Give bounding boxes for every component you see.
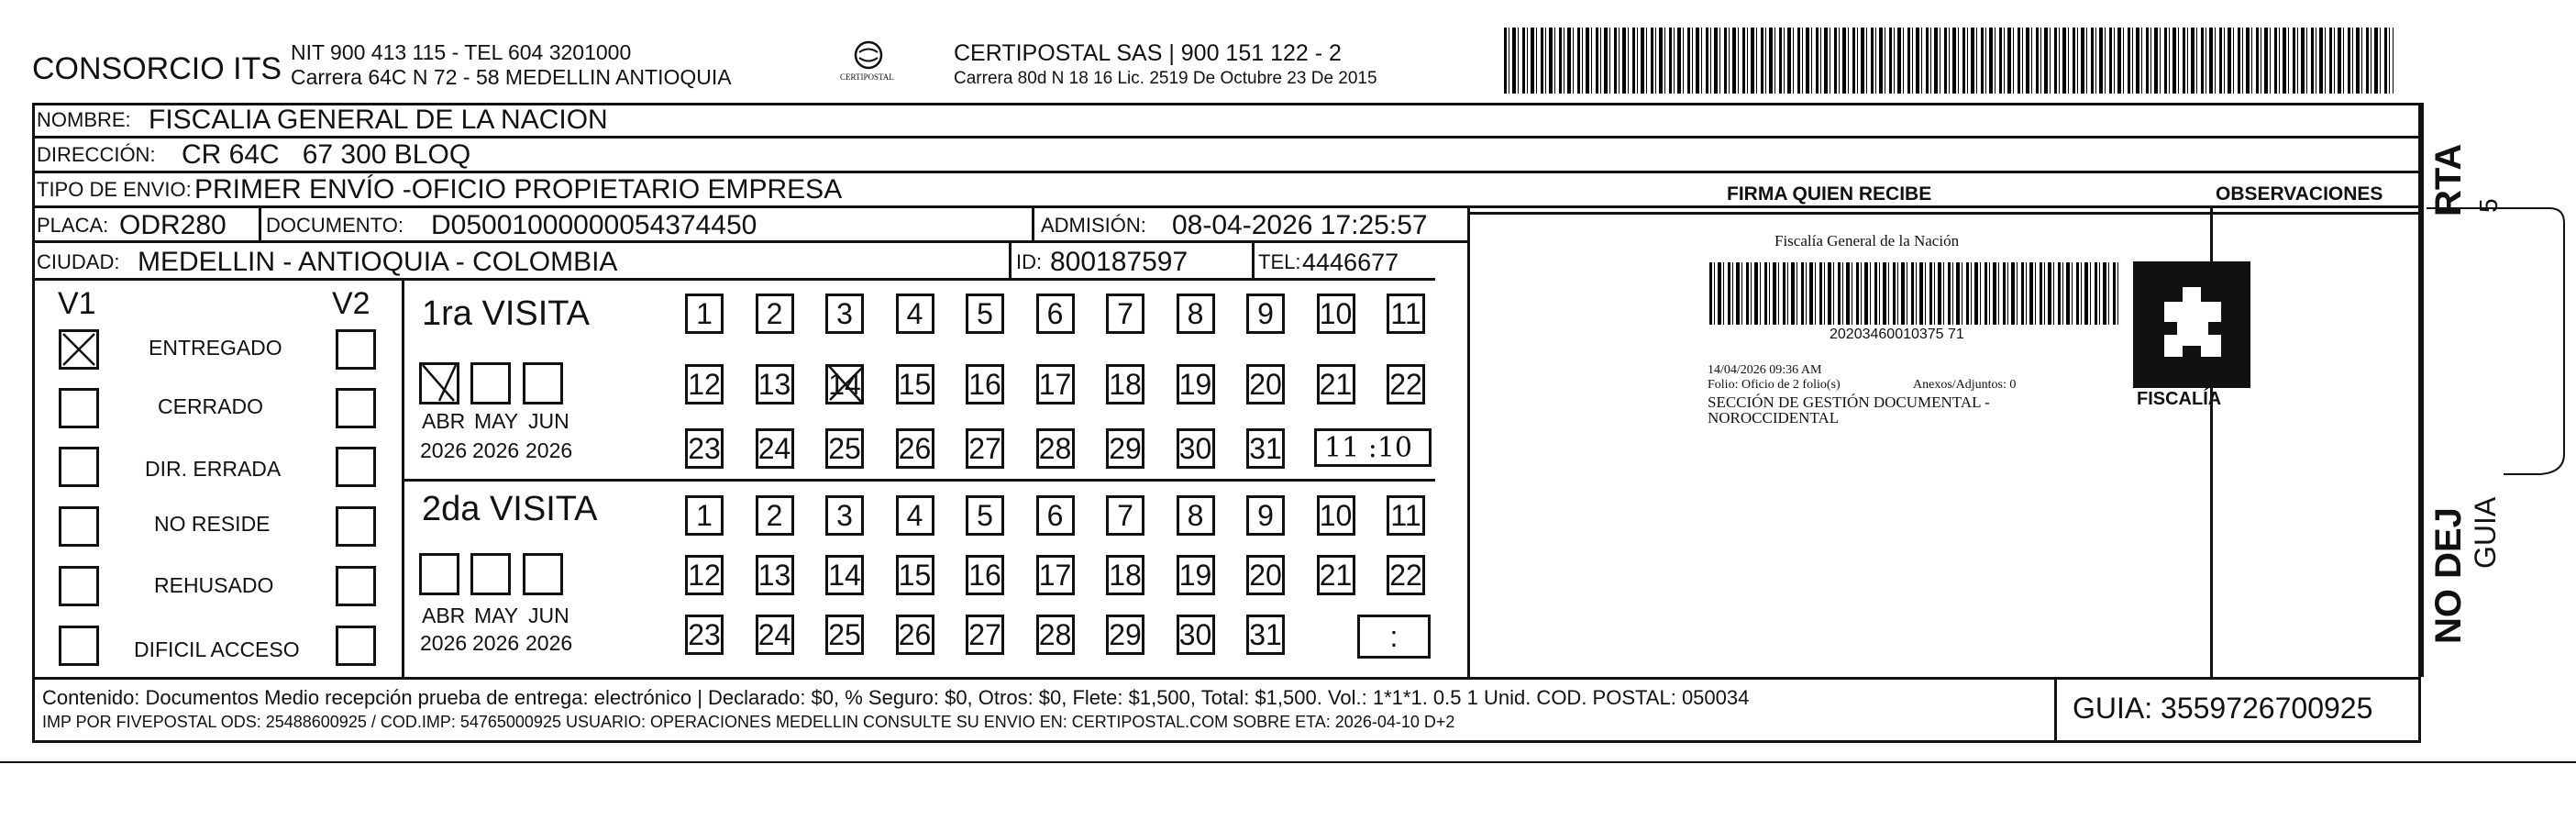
visit2-day-19[interactable]: 19: [1177, 555, 1215, 595]
v2-cerrado-checkbox[interactable]: [336, 388, 376, 428]
id-label: ID:: [1016, 250, 1043, 273]
visit2-year-may: 2026: [472, 631, 520, 655]
visit1-day-24[interactable]: 24: [756, 428, 794, 469]
v1-cerrado-checkbox[interactable]: [59, 388, 99, 428]
visit1-month-may-checkbox[interactable]: [470, 362, 511, 404]
visit1-day-5[interactable]: 5: [966, 294, 1004, 334]
visit2-day-25[interactable]: 25: [825, 615, 864, 655]
visit2-month-jun: JUN: [528, 604, 569, 627]
visit1-day-19[interactable]: 19: [1177, 364, 1215, 404]
visit1-day-21[interactable]: 21: [1317, 364, 1355, 404]
visit1-day-2[interactable]: 2: [756, 294, 794, 334]
visit1-day-30[interactable]: 30: [1177, 428, 1215, 469]
footer-guia: GUIA: 3559726700925: [2073, 692, 2373, 725]
visit2-day-15[interactable]: 15: [896, 555, 934, 595]
footer-imp: IMP POR FIVEPOSTAL ODS: 25488600925 / COD.IMP: 54765000925 USUARIO: OPERACIONES MEDELLIN CONSULTE SU ENVIO EN: CERTIPOSTAL.COM SOBRE ETA: 2026-04-10 D+2: [42, 713, 1455, 731]
visit2-day-17[interactable]: 17: [1036, 555, 1075, 595]
visit1-title: 1ra VISITA: [422, 294, 591, 333]
visit2-day-29[interactable]: 29: [1106, 615, 1144, 655]
stamp-title: Fiscalía General de la Nación: [1774, 232, 1960, 249]
stamp-section: SECCIÓN DE GESTIÓN DOCUMENTAL -: [1708, 393, 1990, 411]
nombre-value: FISCALIA GENERAL DE LA NACION: [149, 105, 608, 135]
address-line: Carrera 64C N 72 - 58 MEDELLIN ANTIOQUIA: [291, 65, 732, 89]
header-barcode: [1504, 28, 2394, 94]
admision-value: 08-04-2026 17:25:57: [1172, 210, 1428, 240]
tipo-envio-label: TIPO DE ENVIO:: [37, 178, 192, 201]
certipostal-logo: [836, 37, 901, 92]
visit2-day-9[interactable]: 9: [1246, 495, 1285, 536]
visit2-day-23[interactable]: 23: [685, 615, 724, 655]
v1-header: V1: [58, 286, 96, 321]
nit-line: NIT 900 413 115 - TEL 604 3201000: [291, 40, 632, 64]
tipo-envio-value: PRIMER ENVÍO -OFICIO PROPIETARIO EMPRESA: [194, 174, 843, 205]
observaciones-header: OBSERVACIONES: [2216, 183, 2383, 205]
visit1-day-8[interactable]: 8: [1177, 294, 1215, 334]
visit2-day-21[interactable]: 21: [1317, 555, 1355, 595]
stamp-anexos: Anexos/Adjuntos: 0: [1913, 378, 2017, 392]
v2-rehusado-checkbox[interactable]: [336, 566, 376, 606]
visit1-year-abr: 2026: [420, 438, 468, 462]
fiscalia-logo: [2133, 261, 2250, 417]
visit1-year-jun: 2026: [525, 438, 573, 462]
visit1-month-jun-checkbox[interactable]: [523, 362, 563, 404]
visit2-day-14[interactable]: 14: [825, 555, 864, 595]
visit2-time-box[interactable]: :: [1357, 615, 1431, 659]
v2-dir-errada-checkbox[interactable]: [336, 447, 376, 487]
visit1-time-box[interactable]: 11 :10: [1314, 428, 1432, 467]
visit2-day-26[interactable]: 26: [896, 615, 934, 655]
option-cerrado: CERRADO: [158, 394, 264, 418]
visit1-year-may: 2026: [472, 438, 520, 462]
visit2-day-16[interactable]: 16: [966, 555, 1004, 595]
visit1-day-1[interactable]: 1: [685, 294, 724, 334]
day-14-cross-mark: [823, 361, 867, 405]
visit1-day-26[interactable]: 26: [896, 428, 934, 469]
visit1-day-20[interactable]: 20: [1246, 364, 1285, 404]
visit2-day-18[interactable]: 18: [1106, 555, 1144, 595]
ciudad-label: CIUDAD:: [37, 250, 120, 273]
visit1-month-abr: ABR: [422, 409, 466, 433]
option-rehusado: REHUSADO: [154, 573, 274, 597]
direccion-label: DIRECCIÓN:: [37, 143, 156, 166]
visit2-day-5[interactable]: 5: [966, 495, 1004, 536]
visit1-day-18[interactable]: 18: [1106, 364, 1144, 404]
company-name: CONSORCIO ITS: [32, 51, 282, 86]
visit2-month-abr-checkbox[interactable]: [419, 553, 459, 595]
fiscalia-logo-text: FISCALÍA: [2137, 389, 2222, 409]
visit1-day-15[interactable]: 15: [896, 364, 934, 404]
visit1-day-4[interactable]: 4: [896, 294, 934, 334]
visit2-day-11[interactable]: 11: [1387, 495, 1425, 536]
visit2-day-24[interactable]: 24: [756, 615, 794, 655]
visit2-month-may: MAY: [474, 604, 519, 627]
placa-value: ODR280: [119, 210, 227, 240]
side-bracket-icon: [2421, 206, 2568, 482]
direccion-value: CR 64C 67 300 BLOQ: [182, 139, 471, 170]
visit2-day-12[interactable]: 12: [685, 555, 724, 595]
nombre-label: NOMBRE:: [37, 108, 131, 131]
documento-value: D05001000000054374450: [431, 210, 757, 240]
v2-entregado-checkbox[interactable]: [336, 329, 376, 370]
option-dificil-acceso: DIFICIL ACCESO: [134, 637, 300, 661]
tel-value: 4446677: [1302, 249, 1399, 276]
visit2-day-4[interactable]: 4: [896, 495, 934, 536]
visit2-day-30[interactable]: 30: [1177, 615, 1215, 655]
visit2-day-22[interactable]: 22: [1387, 555, 1425, 595]
visit2-day-1[interactable]: 1: [685, 495, 724, 536]
stamp-date: 14/04/2026 09:36 AM: [1708, 363, 1822, 377]
certipostal-sub: Carrera 80d N 18 16 Lic. 2519 De Octubre 23 De 2015: [954, 69, 1377, 88]
documento-label: DOCUMENTO:: [266, 214, 404, 237]
visit1-day-13[interactable]: 13: [756, 364, 794, 404]
side-no-deje-text: NO DEJ: [2428, 507, 2469, 644]
visit1-day-31[interactable]: 31: [1246, 428, 1285, 469]
stamp-section2: NOROCCIDENTAL: [1708, 409, 1840, 427]
firma-header: FIRMA QUIEN RECIBE: [1727, 183, 1932, 205]
visit2-month-may-checkbox[interactable]: [470, 553, 511, 595]
visit1-day-22[interactable]: 22: [1387, 364, 1425, 404]
ciudad-value: MEDELLIN - ANTIOQUIA - COLOMBIA: [138, 247, 618, 277]
visit2-day-13[interactable]: 13: [756, 555, 794, 595]
visit2-month-jun-checkbox[interactable]: [523, 553, 563, 595]
certipostal-logo-text: CERTIPOSTAL: [840, 72, 894, 82]
visit1-day-6[interactable]: 6: [1036, 294, 1075, 334]
tel-label: TEL:: [1258, 250, 1301, 273]
visit2-day-3[interactable]: 3: [825, 495, 864, 536]
visit1-day-14[interactable]: 14: [825, 364, 864, 404]
visit2-month-abr: ABR: [422, 604, 466, 627]
visit2-day-6[interactable]: 6: [1036, 495, 1075, 536]
placa-label: PLACA:: [37, 214, 109, 237]
visit2-day-10[interactable]: 10: [1317, 495, 1355, 536]
visit2-day-31[interactable]: 31: [1246, 615, 1285, 655]
visit2-title: 2da VISITA: [422, 490, 598, 528]
certipostal-line: CERTIPOSTAL SAS | 900 151 122 - 2: [954, 40, 1342, 66]
option-entregado: ENTREGADO: [149, 336, 282, 360]
visit1-day-3[interactable]: 3: [825, 294, 864, 334]
v1-no-reside-checkbox[interactable]: [59, 506, 99, 547]
side-guia-text: GUIA: [2469, 496, 2502, 569]
stamp-folio: Folio: Oficio de 2 folio(s): [1708, 378, 1841, 392]
visit1-day-10[interactable]: 10: [1317, 294, 1355, 334]
visit1-day-23[interactable]: 23: [685, 428, 724, 469]
v1-entregado-checkbox[interactable]: [59, 329, 99, 370]
visit1-day-9[interactable]: 9: [1246, 294, 1285, 334]
v1-dificil-acceso-checkbox[interactable]: [59, 626, 99, 666]
stamp-barcode: [1709, 262, 2118, 325]
id-value: 800187597: [1050, 247, 1188, 277]
visit1-day-27[interactable]: 27: [966, 428, 1004, 469]
footer-contenido: Contenido: Documentos Medio recepción prueba de entrega: electrónico | Declarado: $0, % Seguro: $0, Otros: $0, Flete: $1,500, Total: $1,500. Vol.: 1*1*1. 0.5 1 Unid. COD. POSTAL: 050034: [42, 686, 1750, 709]
v2-dificil-acceso-checkbox[interactable]: [336, 626, 376, 666]
visit2-day-2[interactable]: 2: [756, 495, 794, 536]
visit1-day-28[interactable]: 28: [1036, 428, 1075, 469]
visit2-day-28[interactable]: 28: [1036, 615, 1075, 655]
v2-header: V2: [332, 286, 370, 321]
v2-no-reside-checkbox[interactable]: [336, 506, 376, 547]
visit1-day-17[interactable]: 17: [1036, 364, 1075, 404]
option-dir-errada: DIR. ERRADA: [145, 457, 282, 481]
visit1-day-11[interactable]: 11: [1387, 294, 1425, 334]
visit2-day-27[interactable]: 27: [966, 615, 1004, 655]
visit2-day-20[interactable]: 20: [1246, 555, 1285, 595]
visit2-day-8[interactable]: 8: [1177, 495, 1215, 536]
stamp-barcode-number: 20203460010375 71: [1830, 327, 1964, 342]
admision-label: ADMISIÓN:: [1041, 214, 1146, 237]
visit1-day-7[interactable]: 7: [1106, 294, 1144, 334]
visit1-day-25[interactable]: 25: [825, 428, 864, 469]
visit1-month-abr-checkbox[interactable]: [419, 362, 459, 404]
visit1-day-29[interactable]: 29: [1106, 428, 1144, 469]
visit2-year-jun: 2026: [525, 631, 573, 655]
visit1-month-may: MAY: [474, 409, 519, 433]
visit1-day-16[interactable]: 16: [966, 364, 1004, 404]
visit2-day-7[interactable]: 7: [1106, 495, 1144, 536]
visit2-year-abr: 2026: [420, 631, 468, 655]
visit1-month-jun: JUN: [528, 409, 569, 433]
v1-rehusado-checkbox[interactable]: [59, 566, 99, 606]
option-no-reside: NO RESIDE: [154, 512, 271, 536]
v1-dir-errada-checkbox[interactable]: [59, 447, 99, 487]
visit1-day-12[interactable]: 12: [685, 364, 724, 404]
side-rta-text: RTA: [2428, 143, 2469, 216]
side-five-text: 5: [2474, 198, 2503, 213]
